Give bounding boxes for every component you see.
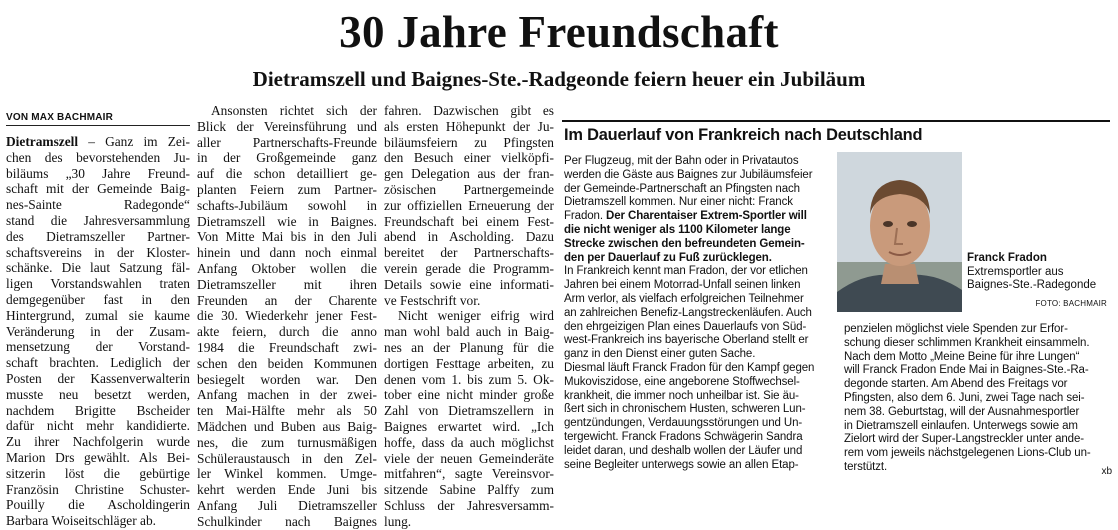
sidebar-line [564, 252, 826, 266]
article-line: akte feiern, durch die anno [197, 324, 377, 340]
article-line: biläumsfeiern zu Pfingsten [384, 134, 554, 150]
sidebar-line-text: krankheit, die immer noch unheilbar ist. Sie äu- [564, 389, 799, 402]
sidebar-line: rem vom jeweils nächstgelegenen Lions-Club un- [844, 447, 1091, 460]
sidebar-line-text: In Frankreich kennt man Fradon, der vor etlichen [564, 265, 808, 278]
article-line: Hintergrund, zumal sie kaume [6, 307, 190, 323]
sidebar-line [564, 169, 826, 183]
article-line: Marion Drs gewählt. Als Bei- [6, 449, 190, 465]
sidebar-line-text: werden die Gäste aus Baignes zur Jubiläumsfeier [564, 168, 813, 181]
sidebar-line [564, 459, 826, 473]
sidebar-line-text: die nicht weniger als 1100 Kilometer lange [564, 223, 791, 236]
article-line: Details sowie eine informati- [384, 276, 554, 292]
article-line: Anfang machen in der zwei- [197, 387, 377, 403]
sidebar-line [564, 224, 826, 238]
sidebar-rule [562, 120, 1110, 122]
sidebar-line [564, 183, 826, 197]
sidebar-line: will Franck Fradon Ende Mai in Baignes-Ste.-Ra- [844, 364, 1089, 377]
article-line: Dietramszeller mit ihren [197, 276, 377, 292]
sidebar-line: nem 38. Geburtstag, will der Ausnahmesportler [844, 405, 1080, 418]
sidebar-line-text: Diesmal läuft Franck Fradon für den Kampf gegen [564, 361, 815, 374]
article-line: Barbara Woiseitschläger ab. [6, 513, 157, 529]
portrait-image [837, 152, 962, 312]
sidebar-line-text: tergewicht. Franck Fradons Schwägerin Sandra [564, 430, 803, 443]
article-column-3 [384, 103, 554, 530]
article-column-1 [6, 134, 190, 529]
article-line: als ersten Höhepunkt der Ju- [384, 118, 554, 134]
sidebar-line [564, 265, 826, 279]
article-line: Freundschaft bei einem Fest- [384, 213, 554, 229]
article-line: schaft mit der Gemeinde Baig- [6, 181, 190, 197]
article-line: chen des bevorstehenden Ju- [6, 149, 190, 165]
sidebar-line: schung dieser schlimmen Krankheit einsammeln. [844, 336, 1090, 349]
article-line: fahren. Dazwischen gibt es [384, 103, 554, 118]
byline: VON MAX BACHMAIR [6, 112, 114, 123]
article-line: auf die schon detailliert ge- [197, 166, 377, 182]
sidebar-line-text: Per Flugzeug, mit der Bahn oder in Privatautos [564, 155, 799, 167]
article-line: sitzende Sabine Palffy zum [384, 482, 554, 498]
article-line: lung. [384, 513, 412, 529]
article-column-2 [197, 103, 377, 530]
article-line: musste neu besetzt werden, [6, 386, 190, 402]
byline-rule [6, 125, 190, 126]
sidebar-line-text: ganz in den Dienst einer guten Sache. [564, 348, 756, 361]
article-line: schaftsvereins in der Kloster- [6, 244, 190, 260]
article-line: nes, die zum turnusmäßigen [197, 434, 377, 450]
article-line: Zu ihrer Nachfolgerin wurde [6, 434, 190, 450]
sidebar-text-left [564, 155, 826, 472]
article-line: ve Festschrift vor. [384, 292, 481, 308]
article-line: die 30. Wiederkehr jener Fest- [197, 308, 377, 324]
sidebar-line-text: seine Begleiter unterwegs sowie an allen Etap- [564, 458, 799, 471]
article-line: viele der neuen Gemeinderäte [384, 450, 554, 466]
sidebar-line-text: gentzündungen, Verdauungsstörungen und Un- [564, 417, 803, 430]
sidebar-line: degonde starten. Am Abend des Freitags vor [844, 378, 1068, 391]
photo-caption-line1: Extremsportler aus [967, 265, 1064, 278]
article-line: schafts-Jubiläum sowohl in [197, 197, 377, 213]
sidebar-line [564, 362, 826, 376]
article-line: schaft brachten. Lediglich der [6, 355, 190, 371]
article-line: zösischen Partnergemeinde [384, 181, 554, 197]
sidebar-line-text: ßert sich in chronischem Husten, schweren Lun- [564, 403, 806, 416]
article-line: demgegenüber fast in den [6, 291, 190, 307]
article-line: dortigen Festtage arbeiten, zu [384, 355, 554, 371]
sidebar-line: Zielort wird der Super-Langstreckler unter ande- [844, 433, 1085, 446]
photo-credit: FOTO: BACHMAIR [1035, 299, 1107, 308]
sidebar-text-right [844, 323, 1110, 475]
article-line: Von Mitte Mai bis in den Juli [197, 229, 377, 245]
sidebar-line [564, 334, 826, 348]
sidebar-line: penzielen möglichst viele Spenden zur Erfor- [844, 323, 1068, 335]
article-line: Französin Christine Schuster- [6, 481, 190, 497]
sidebar-line: terstützt. [844, 460, 888, 473]
author-mark: xb [1101, 466, 1112, 477]
article-line: Anfang Juli Dietramszeller [197, 497, 377, 513]
article-line: gen Delegation aus der fran- [384, 166, 554, 182]
sidebar-line-text: Dietramszell kommen. Nur einer nicht: Franck [564, 196, 793, 209]
article-line: nes an der Planung für die [384, 339, 554, 355]
sidebar-line [564, 403, 826, 417]
sidebar-line [564, 390, 826, 404]
portrait-photo [837, 152, 962, 312]
sidebar-line: Nach dem Motto „Meine Beine für ihre Lungen“ [844, 350, 1080, 363]
sidebar-line [564, 431, 826, 445]
sidebar-line [564, 210, 826, 224]
article-line: verein gerade die Programm- [384, 260, 554, 276]
article-line: dafür nicht mehr kandidierte. [6, 418, 190, 434]
photo-caption-name: Franck Fradon [967, 252, 1047, 264]
article-line: aller Partnerschafts-Freunde [197, 134, 377, 150]
article-line: des Dietramszeller Partner- [6, 228, 190, 244]
article-line: Nicht weniger eifrig wird [398, 308, 554, 324]
article-line: Anfang Oktober wollen die [197, 260, 377, 276]
article-line: ler Winkel kommen. Umge- [197, 466, 377, 482]
sidebar-title: Im Dauerlauf von Frankreich nach Deutschland [564, 126, 923, 144]
sidebar-line-text: den per Dauerlauf zu Fuß zurücklegen. [564, 251, 772, 264]
sidebar-line-text: west-Frankreich ins bayerische Oberland stellt er [564, 334, 809, 347]
photo-caption-line2: Baignes-Ste.-Radegonde [967, 279, 1097, 292]
sidebar-line [564, 321, 826, 335]
article-line: mensetzung der Vorstand- [6, 339, 190, 355]
article-paragraph [384, 308, 554, 529]
sidebar-line [564, 293, 826, 307]
sidebar-line [564, 196, 826, 210]
article-line: mitfahren“, sagte Vereinsvor- [384, 466, 554, 482]
article-line: hoffe, dass da auch möglichst [384, 434, 554, 450]
article-line: Schüleraustausch in den Zel- [197, 450, 377, 466]
sidebar-line-bold: Der Charentaiser Extrem-Sportler will [606, 210, 807, 223]
article-line-rest: – Ganz im Zei- [78, 134, 190, 149]
article-line: Dietramszell wie in Baignes. [197, 213, 377, 229]
article-line: besiegelt worden war. Den [197, 371, 377, 387]
photo-caption [967, 252, 1113, 293]
sidebar-line [564, 376, 826, 390]
article-line: tober eine nicht minder große [384, 387, 554, 403]
article-line: biläums „30 Jahre Freund- [6, 165, 190, 181]
article-line: schänke. Die laut Satzung fäl- [6, 260, 190, 276]
article-line: in der Großgemeinde ganz [197, 150, 377, 166]
sidebar-line [564, 445, 826, 459]
article-line: Posten der Kassenverwalterin [6, 370, 190, 386]
dateline: Dietramszell [6, 134, 79, 149]
article-line: abend in Ascholding. Dazu [384, 229, 554, 245]
sidebar-line [564, 417, 826, 431]
article-line: den Besuch einer vielköpfi- [384, 150, 554, 166]
article-line: denen vom 1. bis zum 5. Ok- [384, 371, 554, 387]
article-line: nachdem Brigitte Bscheider [6, 402, 190, 418]
article-line [6, 134, 190, 150]
article-line: Zahl von Dietramszellern in [384, 403, 554, 419]
article-line: ligen Vorstandswahlen traten [6, 276, 190, 292]
article-line: schen den beiden Kommunen [197, 355, 377, 371]
article-line: man wohl bald auch in Baig- [384, 324, 554, 340]
article-line: Baignes erwartet wird. „Ich [384, 418, 554, 434]
sidebar-line-text: leidet daran, und deshalb wollen der Läufer und [564, 444, 803, 457]
sidebar-line [564, 155, 826, 169]
article-line: zur offiziellen Erneuerung der [384, 197, 554, 213]
sidebar-line [564, 348, 826, 362]
article-line: Schluss der Jahresversamm- [384, 497, 554, 513]
article-line: Ansonsten richtet sich der [211, 103, 377, 118]
article-line: Pouilly die Ascholdingerin [6, 497, 190, 513]
sidebar-line-text: Mukoviszidose, eine angeborene Stoffwechsel- [564, 375, 800, 388]
article-line: Blick der Vereinsführung und [197, 118, 377, 134]
article-line: Freunden an der Charente [197, 292, 377, 308]
sidebar-line: in Dietramszell einlaufen. Unterwegs sowie am [844, 419, 1078, 432]
article-line: bereitet der Partnerschafts- [384, 245, 554, 261]
article-line: planten Feiern zum Partner- [197, 181, 377, 197]
sidebar-line-text: Jahren bei einem Motorrad-Unfall seinen linken [564, 279, 801, 292]
article-line: Schulkinder nach Baignes [197, 513, 377, 529]
article-line: stand die Jahresversammlung [6, 212, 190, 228]
sidebar-line [564, 238, 826, 252]
article-line: ten Mai-Hälfte mehr als 50 [197, 403, 377, 419]
sidebar-line [564, 307, 826, 321]
article-line: Mädchen und Buben aus Baig- [197, 418, 377, 434]
sidebar-line-text: den ehrgeizigen Plan eines Dauerlaufs von Süd- [564, 320, 807, 333]
sidebar-line-text: der Gemeinde-Partnerschaft an Pfingsten nach [564, 182, 800, 195]
sidebar-line-text: Fradon. [564, 210, 607, 223]
sidebar-line [564, 279, 826, 293]
sidebar-line-text: Arm verlor, als vielfach erfolgreichen Teilnehmer [564, 292, 804, 305]
article-line: 1984 die Freundschaft zwi- [197, 339, 377, 355]
subheadline: Dietramszell und Baignes-Ste.-Radgeonde feiern heuer ein Jubiläum [252, 67, 866, 91]
article-line: nes-Sainte Radegonde“ [6, 197, 190, 213]
sidebar-line-text: Strecke zwischen den befreundeten Gemein- [564, 237, 805, 250]
sidebar-line-text: an zahlreichen Benefiz-Langstreckenläufen. Auch [564, 306, 812, 319]
article-line: sitzerin löst die gebürtige [6, 465, 190, 481]
article-line: Veränderung in der Zusam- [6, 323, 190, 339]
headline: 30 Jahre Freundschaft [339, 7, 779, 57]
article-line: hinein und dann noch einmal [197, 245, 377, 261]
sidebar-line: Pfingsten, also dem 6. Juni, zwei Tage nach sei- [844, 391, 1085, 404]
article-line: kehrt werden Ende Juni bis [197, 482, 377, 498]
